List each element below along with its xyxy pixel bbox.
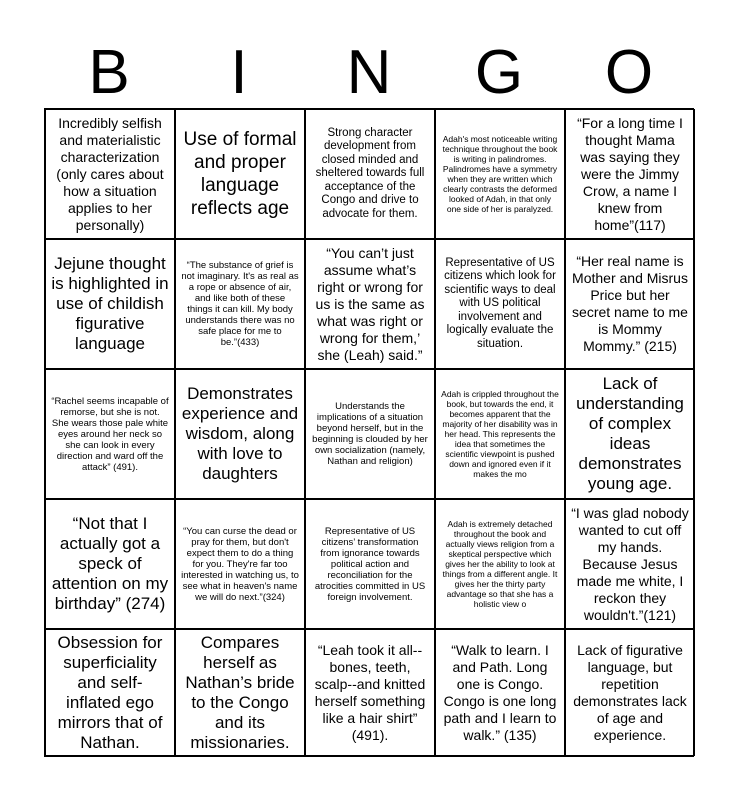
bingo-header xyxy=(44,40,694,106)
bingo-cell-r4-c2 xyxy=(175,499,305,629)
cell-text: Lack of understanding of complex ideas demonstrates young age. xyxy=(576,374,684,493)
cell-text: Lack of figurative language, but repetition demonstrates lack of age and experience. xyxy=(573,641,687,743)
bingo-cell-r2-c5 xyxy=(565,239,695,369)
bingo-cell-r5-c4 xyxy=(435,629,565,756)
cell-text: Representative of US citizens which look for scientific ways to deal with US political involvement and logically evaluate the situation. xyxy=(444,256,556,350)
cell-text: Understands the implications of a situation beyond herself, but in the beginning is clouded by her own socialization (namely, Nathan and religion) xyxy=(312,401,428,467)
cell-text: Jejune thought is highlighted in use of childish figurative language xyxy=(51,254,169,353)
cell-text: “Not that I actually got a speck of attention on my birthday” (274) xyxy=(51,514,169,613)
bingo-cell-r5-c2 xyxy=(175,629,305,756)
bingo-cell-r1-c4 xyxy=(435,109,565,239)
bingo-cell-r4-c3 xyxy=(305,499,435,629)
cell-text: Strong character development from closed minded and sheltered towards full acceptance of the Congo and drive to advocate for them. xyxy=(315,126,425,220)
bingo-grid xyxy=(44,108,694,757)
bingo-cell-r2-c3 xyxy=(305,239,435,369)
bingo-cell-r5-c1 xyxy=(45,629,175,756)
bingo-cell-r4-c5 xyxy=(565,499,695,629)
cell-text: Obsession for superficiality and self-inflated ego mirrors that of Nathan. xyxy=(57,632,163,752)
cell-text: “Rachel seems incapable of remorse, but she is not. She wears those pale white eyes around her neck so she can look in every direction and ward off the attack” (491). xyxy=(51,395,169,473)
bingo-cell-r1-c3 xyxy=(305,109,435,239)
cell-text: Representative of US citizens’ transformation from ignorance towards political action and reconciliation for the atrocities committed in US foreign involvement. xyxy=(314,525,426,603)
header-letter-o: O xyxy=(604,38,654,107)
cell-text: Use of formal and proper language reflects age xyxy=(183,129,297,219)
bingo-cell-r1-c1 xyxy=(45,109,175,239)
bingo-cell-r3-c3 xyxy=(305,369,435,499)
bingo-cell-r3-c4 xyxy=(435,369,565,499)
cell-text: “For a long time I thought Mama was saying they were the Jimmy Crow, a name I knew from home”(117) xyxy=(577,114,683,233)
cell-text: “Leah took it all--bones, teeth, scalp--and knitted herself something like a hair shirt” (491). xyxy=(314,641,426,743)
bingo-cell-r1-c2 xyxy=(175,109,305,239)
cell-text: “The substance of grief is not imaginary. It's as real as a rope or absence of air, and like both of these things it can kill. My body understands there was no safe place for me to be.”(433) xyxy=(181,260,299,348)
cell-text: Compares herself as Nathan’s bride to the Congo and its missionaries. xyxy=(185,632,295,752)
bingo-cell-r5-c5 xyxy=(565,629,695,756)
bingo-cell-r1-c5 xyxy=(565,109,695,239)
header-letter-i: I xyxy=(230,38,248,107)
cell-text: “You can curse the dead or pray for them, but don't expect them to do a thing for you. They're far too interested in watching us, to see what in heaven's name we will do next.”(324) xyxy=(181,525,299,603)
bingo-cell-r5-c3 xyxy=(305,629,435,756)
cell-text: Demonstrates experience and wisdom, along with love to daughters xyxy=(181,384,299,483)
cell-text: Adah is extremely detached throughout the book and actually views religion from a skeptical perspective which gives her the ability to look at things from a different angle. It gives her the thirty party advantage so that she has a holistic view o xyxy=(442,519,558,609)
bingo-cell-r2-c1 xyxy=(45,239,175,369)
cell-text: Adah's most noticeable writing technique throughout the book is writing in palindromes. Palindromes have a symmetry when they are written which clearly contrasts the deformed looked of Adah, in that only one side of her is paralyzed. xyxy=(442,134,558,214)
bingo-cell-r3-c5 xyxy=(565,369,695,499)
cell-text: “Walk to learn. I and Path. Long one is Congo. Congo is one long path and I learn to walk.” (135) xyxy=(443,641,557,743)
cell-text: “Her real name is Mother and Misrus Price but her secret name to me is Mommy Mommy.” (215) xyxy=(572,253,688,354)
bingo-cell-r4-c4 xyxy=(435,499,565,629)
bingo-cell-r4-c1 xyxy=(45,499,175,629)
cell-text: Adah is crippled throughout the book, but towards the end, it becomes apparent that the majority of her disability was in her head. This represents the idea that sometimes the scientific viewpoint is pushed down and ignored even if it makes the mo xyxy=(441,389,559,479)
bingo-cell-r2-c2 xyxy=(175,239,305,369)
bingo-cell-r2-c4 xyxy=(435,239,565,369)
header-letter-g: G xyxy=(474,38,524,107)
cell-text: “I was glad nobody wanted to cut off my hands. Because Jesus made me white, I reckon they wouldn't.”(121) xyxy=(571,504,689,623)
header-letter-b: B xyxy=(88,38,130,107)
bingo-cell-r3-c1 xyxy=(45,369,175,499)
cell-text: “You can’t just assume what’s right or wrong for us is the same as what was right or wrong for them,’ she (Leah) said.” xyxy=(315,244,425,363)
cell-text: Incredibly selfish and materialistic characterization (only cares about how a situation applies to her personally) xyxy=(56,114,164,233)
header-letter-n: N xyxy=(346,38,392,107)
bingo-cell-r3-c2 xyxy=(175,369,305,499)
